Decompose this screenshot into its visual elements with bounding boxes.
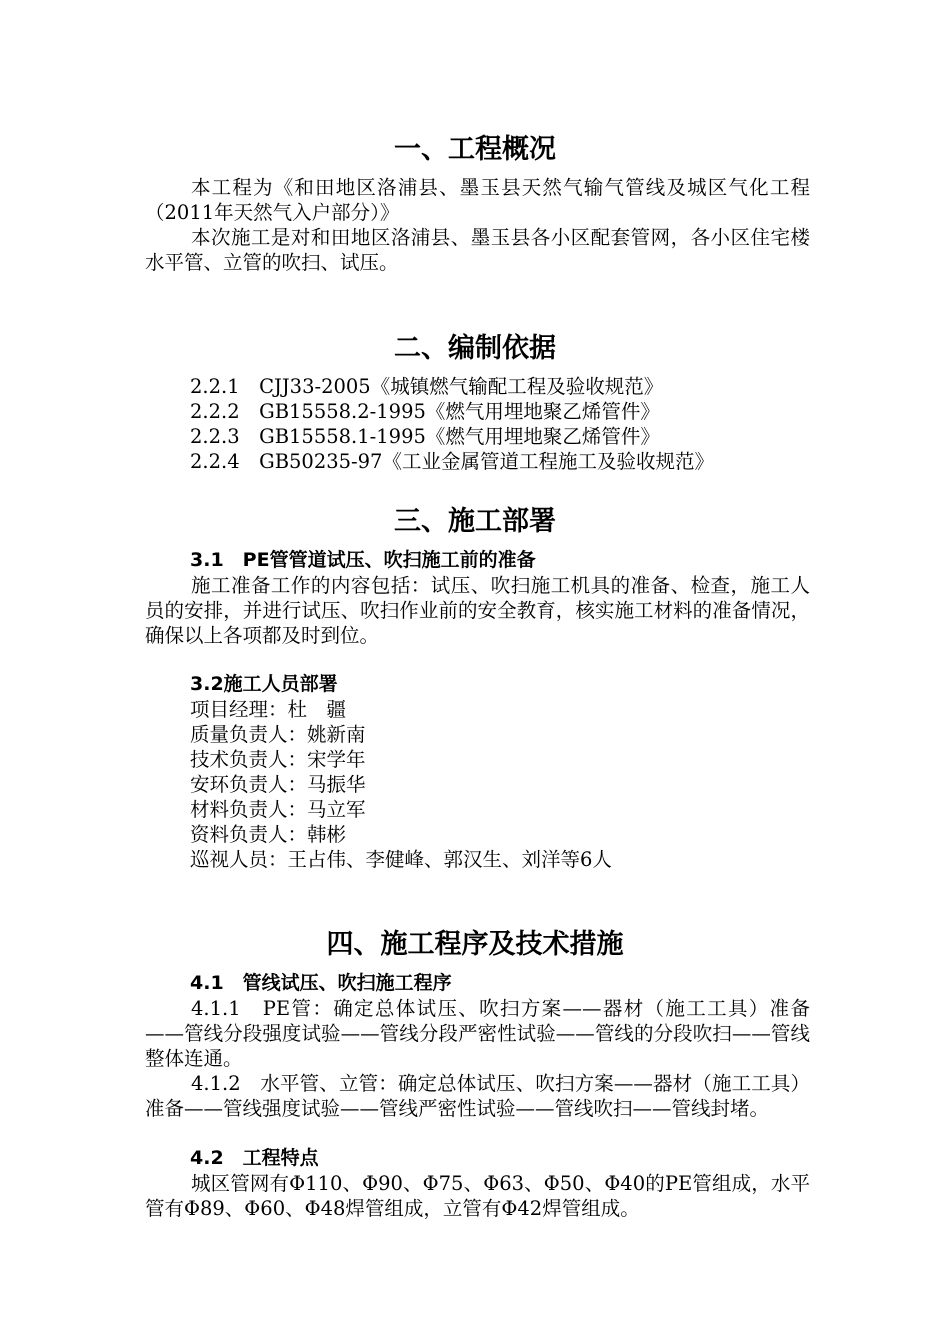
subsection-3-1-text: 施工准备工作的内容包括：试压、吹扫施工机具的准备、检查，施工人员的安排，并进行试压、吹扫作业前的安全教育，核实施工材料的准备情况，确保以上各项都及时到位。 [145, 574, 810, 647]
reference-item: 2.2.1 CJJ33-2005《城镇燃气输配工程及验收规范》 [190, 375, 664, 398]
staff-item: 安环负责人：马振华 [190, 773, 366, 796]
paragraph-4-2: 城区管网有Φ110、Φ90、Φ75、Φ63、Φ50、Φ40的PE管组成，水平管有Φ89、Φ60、Φ48焊管组成，立管有Φ42焊管组成。 [145, 1172, 810, 1220]
subsection-3-1-title: 3.1 PE管管道试压、吹扫施工前的准备 [190, 549, 536, 571]
paragraph-4-1-2: 4.1.2 水平管、立管：确定总体试压、吹扫方案——器材（施工工具）准备——管线强度试验——管线严密性试验——管线吹扫——管线封堵。 [145, 1072, 810, 1120]
section-1-paragraph-2: 本次施工是对和田地区洛浦县、墨玉县各小区配套管网，各小区住宅楼水平管、立管的吹扫、试压。 [145, 226, 810, 274]
section-3 [0, 505, 950, 539]
section-4-title: 四、施工程序及技术措施 [326, 929, 624, 960]
subsection-4-1-title: 4.1 管线试压、吹扫施工程序 [190, 972, 452, 994]
staff-item: 项目经理：杜 疆 [190, 698, 347, 721]
staff-item: 技术负责人：宋学年 [190, 748, 366, 771]
paragraph-4-1-1: 4.1.1 PE管：确定总体试压、吹扫方案——器材（施工工具）准备——管线分段强度试验——管线分段严密性试验——管线的分段吹扫——管线整体连通。 [145, 997, 810, 1070]
subsection-4-2-title: 4.2 工程特点 [190, 1147, 319, 1169]
section-1-title: 一、工程概况 [394, 134, 556, 165]
staff-item: 巡视人员：王占伟、李健峰、郭汉生、刘洋等6人 [190, 848, 612, 871]
section-2 [0, 332, 950, 366]
reference-item: 2.2.2 GB15558.2-1995《燃气用埋地聚乙烯管件》 [190, 400, 660, 423]
staff-item: 材料负责人：马立军 [190, 798, 366, 821]
staff-item: 质量负责人：姚新南 [190, 723, 366, 746]
section-2-title: 二、编制依据 [394, 333, 556, 364]
section-1-paragraph-1: 本工程为《和田地区洛浦县、墨玉县天然气输气管线及城区气化工程（2011年天然气入户部分）》 [145, 176, 810, 224]
section-4 [0, 928, 950, 962]
section-1 [0, 133, 950, 167]
reference-item: 2.2.3 GB15558.1-1995《燃气用埋地聚乙烯管件》 [190, 425, 660, 448]
staff-item: 资料负责人：韩彬 [190, 823, 347, 846]
section-3-title: 三、施工部署 [394, 506, 556, 537]
subsection-3-2-title: 3.2施工人员部署 [190, 673, 338, 695]
reference-item: 2.2.4 GB50235-97《工业金属管道工程施工及验收规范》 [190, 450, 714, 473]
